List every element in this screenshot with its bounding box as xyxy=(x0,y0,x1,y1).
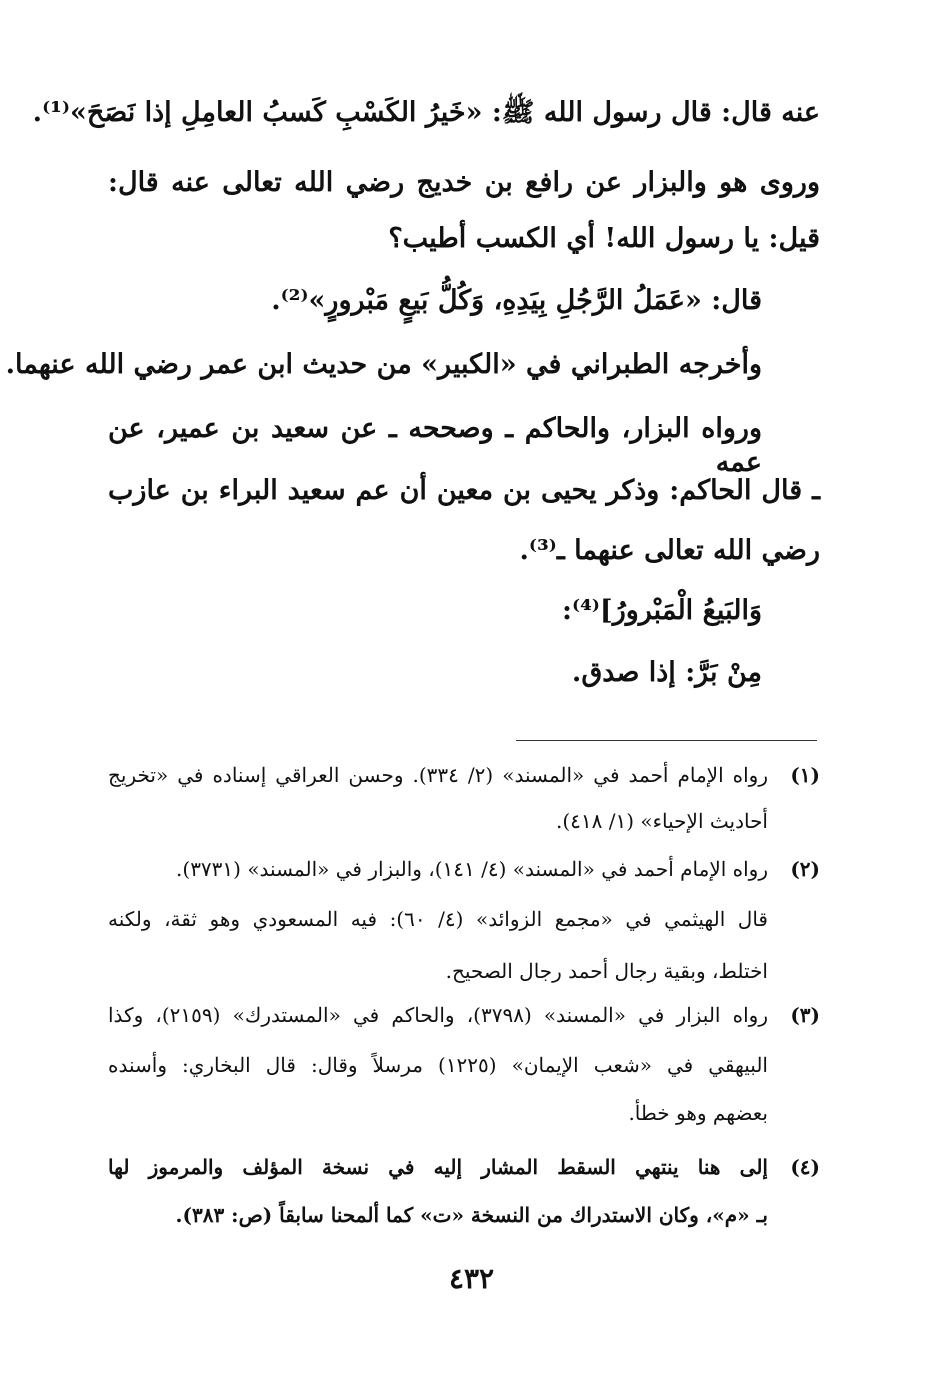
footnote-separator xyxy=(516,740,817,741)
footnote-line: إلى هنا ينتهي السقط المشار إليه في نسخة المؤلف والمرموز لها xyxy=(108,1155,768,1179)
text-line-10: مِنْ بَرَّ: إذا صدق. xyxy=(571,657,762,688)
footnote-number: (١) xyxy=(790,763,820,787)
footnote-4 xyxy=(108,1152,820,1230)
footnote-1 xyxy=(108,760,820,836)
footnote-number: (٤) xyxy=(790,1155,820,1179)
footnote-line: رواه الإمام أحمد في «المسند» (٤/ ١٤١)، والبزار في «المسند» (٣٧٣١). xyxy=(176,857,768,881)
footnote-number: (٣) xyxy=(790,1003,820,1027)
text-line-1: عنه قال: قال رسول الله ﷺ: «خَيرُ الكَسْبِ كَسبُ العامِلِ إذا نَصَحَ»⁽¹⁾. xyxy=(32,97,820,128)
footnote-number: (٢) xyxy=(790,857,820,881)
text-line-4: قال: «عَمَلُ الرَّجُلِ بِيَدِهِ، وَكُلُّ بَيعٍ مَبْرورٍ»⁽²⁾. xyxy=(271,285,762,316)
footnote-line: أحاديث الإحياء» (١/ ٤١٨). xyxy=(555,809,768,833)
footnote-3 xyxy=(108,1000,820,1128)
footnote-line: بـ «م»، وكان الاستدراك من النسخة «ت» كما ألمحنا سابقاً (ص: ٣٨٣). xyxy=(175,1203,768,1227)
text-line-5: وأخرجه الطبراني في «الكبير» من حديث ابن عمر رضي الله عنهما. xyxy=(5,349,762,380)
footnote-line: قال الهيثمي في «مجمع الزوائد» (٤/ ٦٠): فيه المسعودي وهو ثقة، ولكنه xyxy=(108,907,768,931)
text-line-6: ورواه البزار، والحاكم ـ وصححه ـ عن سعيد بن عمير، عن عمه xyxy=(108,413,762,478)
footnote-2 xyxy=(108,854,820,986)
footnote-line: رواه الإمام أحمد في «المسند» (٢/ ٣٣٤). وحسن العراقي إسناده في «تخريج xyxy=(108,763,768,787)
text-line-3: قيل: يا رسول الله! أي الكسب أطيب؟ xyxy=(388,223,820,254)
text-line-7: ـ قال الحاكم: وذكر يحيى بن معين أن عم سعيد البراء بن عازب xyxy=(108,475,820,506)
footnote-line: رواه البزار في «المسند» (٣٧٩٨)، والحاكم في «المستدرك» (٢١٥٩)، وكذا xyxy=(108,1003,768,1027)
page-number: ٤٣٢ xyxy=(448,1262,495,1295)
text-line-2: وروى هو والبزار عن رافع بن خديج رضي الله تعالى عنه قال: xyxy=(108,167,820,198)
text-line-9: وَالبَيعُ الْمَبْرورُ]⁽⁴⁾: xyxy=(562,595,762,626)
footnote-line: البيهقي في «شعب الإيمان» (١٢٢٥) مرسلاً وقال: قال البخاري: وأسنده xyxy=(108,1053,768,1077)
text-line-8: رضي الله تعالى عنهما ـ⁽³⁾. xyxy=(519,535,820,566)
footnote-line: بعضهم وهو خطأ. xyxy=(628,1101,768,1125)
footnote-line: اختلط، وبقية رجال أحمد رجال الصحيح. xyxy=(445,959,768,983)
